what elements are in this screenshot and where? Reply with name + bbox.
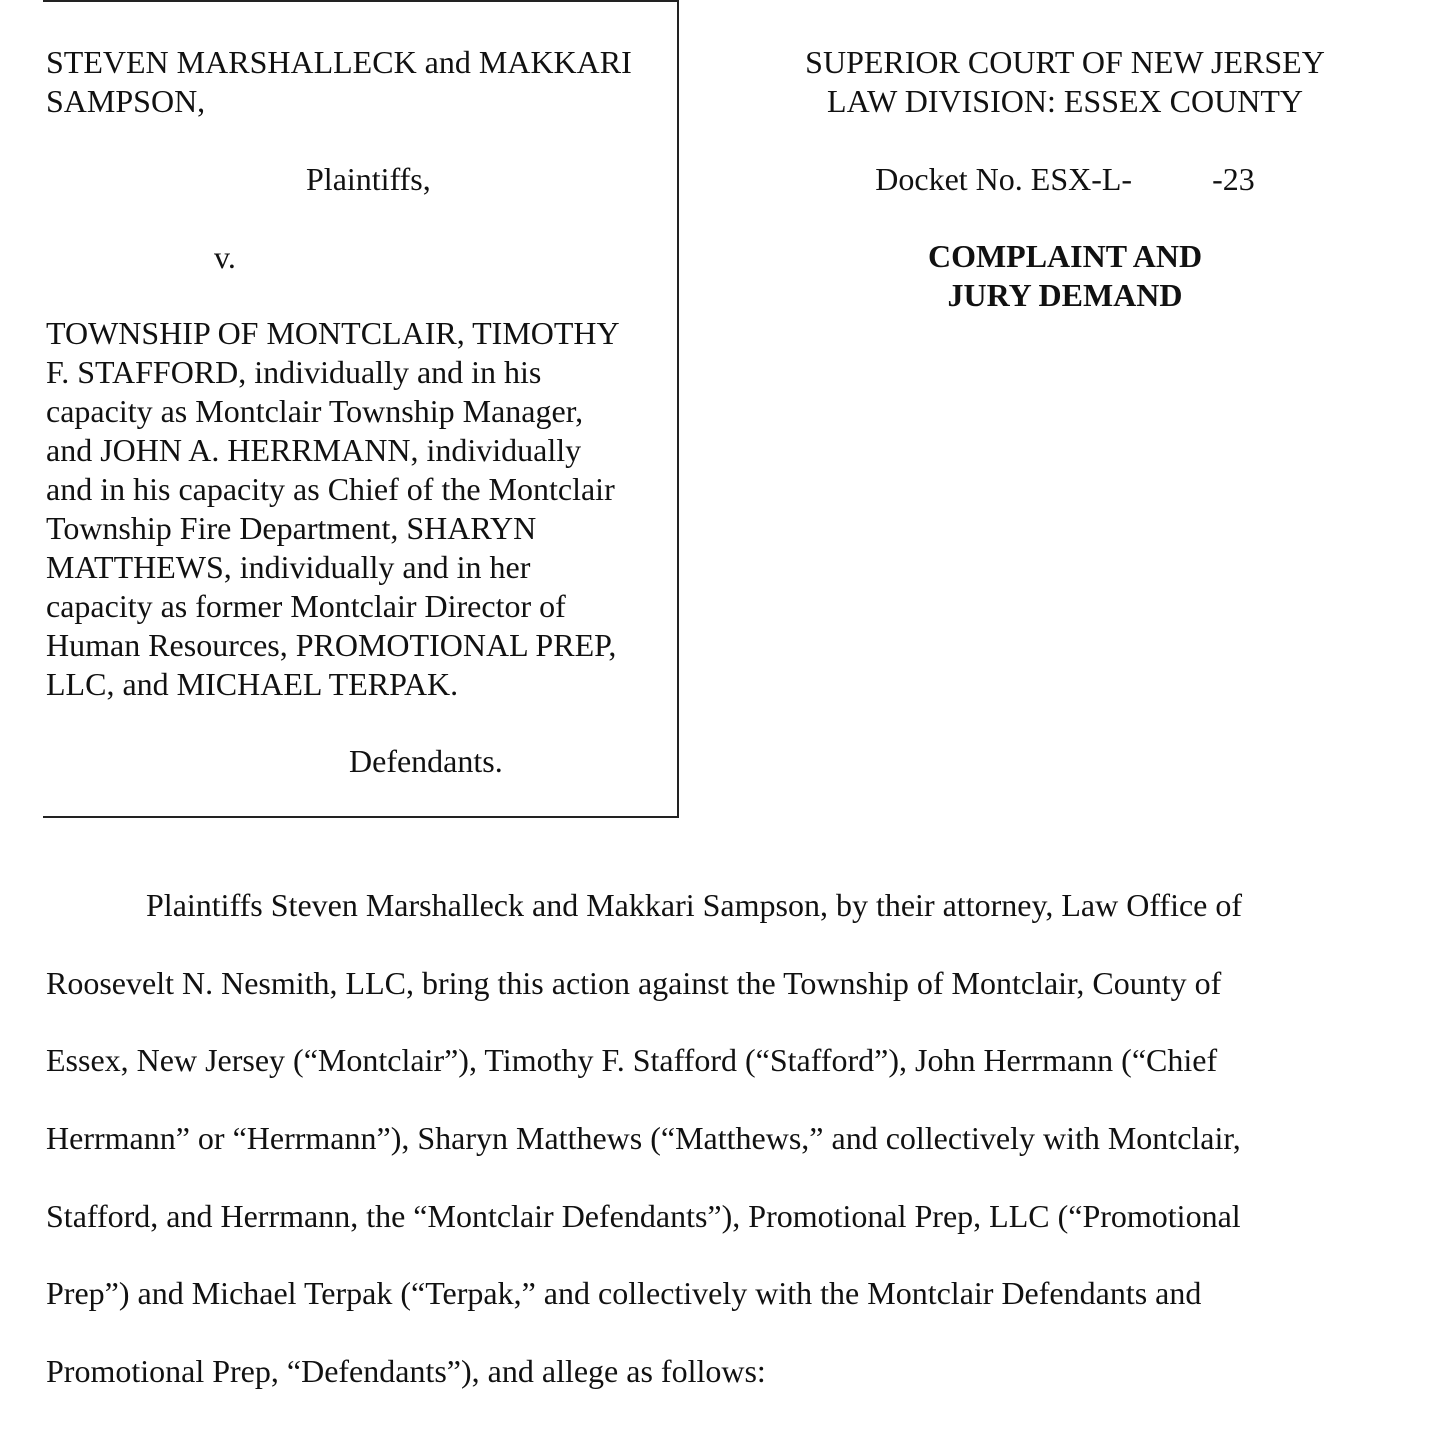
versus-label: v. (214, 239, 236, 275)
defendant-names-line: Township Fire Department, SHARYN (46, 510, 537, 546)
defendant-names-line: capacity as Montclair Township Manager, (46, 393, 584, 429)
paragraph-line: Prep”) and Michael Terpak (“Terpak,” and collectively with the Montclair Defendants and (46, 1275, 1202, 1311)
defendants-label: Defendants. (349, 743, 503, 779)
paragraph-line: Roosevelt N. Nesmith, LLC, bring this action against the Township of Montclair, County of (46, 965, 1222, 1001)
defendant-names-line: capacity as former Montclair Director of (46, 588, 566, 624)
paragraph-line: Essex, New Jersey (“Montclair”), Timothy F. Stafford (“Stafford”), John Herrmann (“Chief (46, 1042, 1218, 1078)
defendant-names-line: LLC, and MICHAEL TERPAK. (46, 666, 459, 702)
plaintiff-names-line-2: SAMPSON, (46, 83, 206, 119)
paragraph-line: Stafford, and Herrmann, the “Montclair Defendants”), Promotional Prep, LLC (“Promotional (46, 1198, 1241, 1234)
defendant-names-line: Human Resources, PROMOTIONAL PREP, (46, 627, 617, 663)
document-title-line-1: COMPLAINT AND (927, 238, 1203, 274)
plaintiff-names-line-1: STEVEN MARSHALLECK and MAKKARI (46, 44, 632, 80)
defendant-names-line: F. STAFFORD, individually and in his (46, 354, 542, 390)
court-name-line-2: LAW DIVISION: ESSEX COUNTY (827, 83, 1303, 119)
court-name-line-1: SUPERIOR COURT OF NEW JERSEY (805, 44, 1325, 80)
paragraph-line: Plaintiffs Steven Marshalleck and Makkari Sampson, by their attorney, Law Office of (146, 887, 1243, 923)
paragraph-line: Herrmann” or “Herrmann”), Sharyn Matthews (“Matthews,” and collectively with Montclair, (46, 1120, 1241, 1156)
defendant-names-line: MATTHEWS, individually and in her (46, 549, 531, 585)
defendant-names-line: TOWNSHIP OF MONTCLAIR, TIMOTHY (46, 315, 620, 351)
plaintiffs-label: Plaintiffs, (306, 161, 431, 197)
docket-number: Docket No. ESX-L- -23 (875, 161, 1255, 197)
paragraph-line: Promotional Prep, “Defendants”), and allege as follows: (46, 1353, 766, 1389)
document-title-line-2: JURY DEMAND (947, 277, 1183, 313)
defendant-names-line: and JOHN A. HERRMANN, individually (46, 432, 582, 468)
defendant-names-line: and in his capacity as Chief of the Montclair (46, 471, 615, 507)
